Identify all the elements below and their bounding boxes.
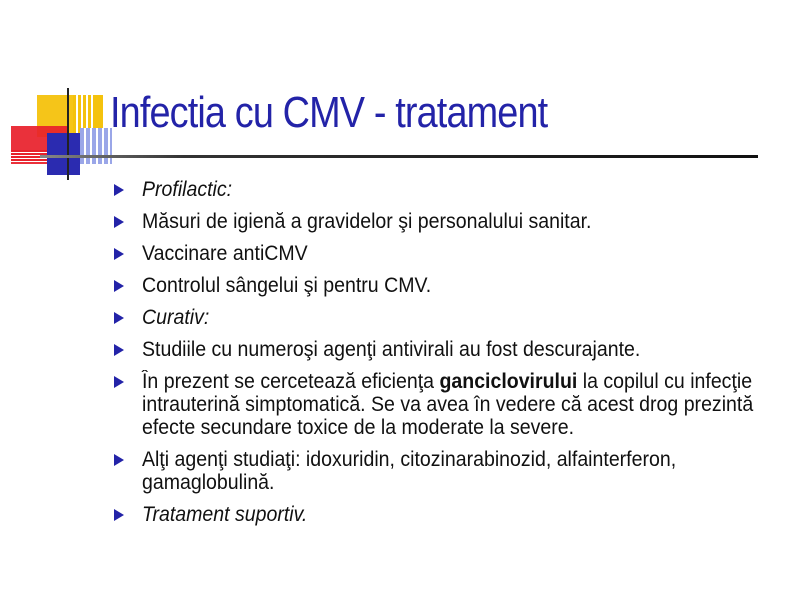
bullet-icon [114, 184, 124, 196]
vertical-rule [67, 88, 69, 180]
bullet-item [112, 338, 782, 361]
bullet-text: Profilactic: [142, 178, 233, 201]
bullet-text: Studiile cu numeroşi agenţi antivirali au fost descurajante. [142, 338, 641, 361]
bullet-icon [114, 509, 124, 521]
bullet-item [112, 448, 782, 494]
bullet-text-bold: ganciclovirului [439, 370, 578, 393]
bullet-icon [114, 280, 124, 292]
bullet-text: Alţi agenţi studiaţi: idoxuridin, citozinarabinozid, alfainterferon, gamaglobulină. [142, 448, 677, 494]
bullet-item [112, 242, 782, 265]
bullet-item [112, 306, 782, 329]
bullet-item [112, 210, 782, 233]
slide-title: Infectia cu CMV - tratament [110, 88, 548, 137]
bullet-item [112, 370, 782, 439]
bullet-text: Tratament suportiv. [142, 503, 308, 526]
bullet-icon [114, 344, 124, 356]
bullet-text: Controlul sângelui şi pentru CMV. [142, 274, 432, 297]
bullet-icon [114, 454, 124, 466]
title-underline [40, 155, 758, 158]
bullet-text: Curativ: [142, 306, 210, 329]
bullet-icon [114, 216, 124, 228]
bullet-item [112, 503, 782, 526]
blue-square-decoration [47, 133, 80, 175]
bullet-text-part: la copilul cu infecţie intrauterină simptomatică. Se va avea în vedere că acest drog prezintă efecte secundare toxice de la moderate la severe. [142, 370, 754, 439]
bullet-text: Vaccinare antiCMV [142, 242, 308, 265]
bullet-list [112, 178, 782, 535]
bullet-icon [114, 376, 124, 388]
bullet-icon [114, 248, 124, 260]
bullet-text-rich [142, 370, 779, 439]
bullet-text: Măsuri de igienă a gravidelor şi personalului sanitar. [142, 210, 592, 233]
bullet-icon [114, 312, 124, 324]
bullet-item [112, 274, 782, 297]
light-blue-stripes-decoration [80, 128, 112, 164]
bullet-text-part: În prezent se cercetează eficienţa [142, 370, 440, 393]
bullet-item [112, 178, 782, 201]
